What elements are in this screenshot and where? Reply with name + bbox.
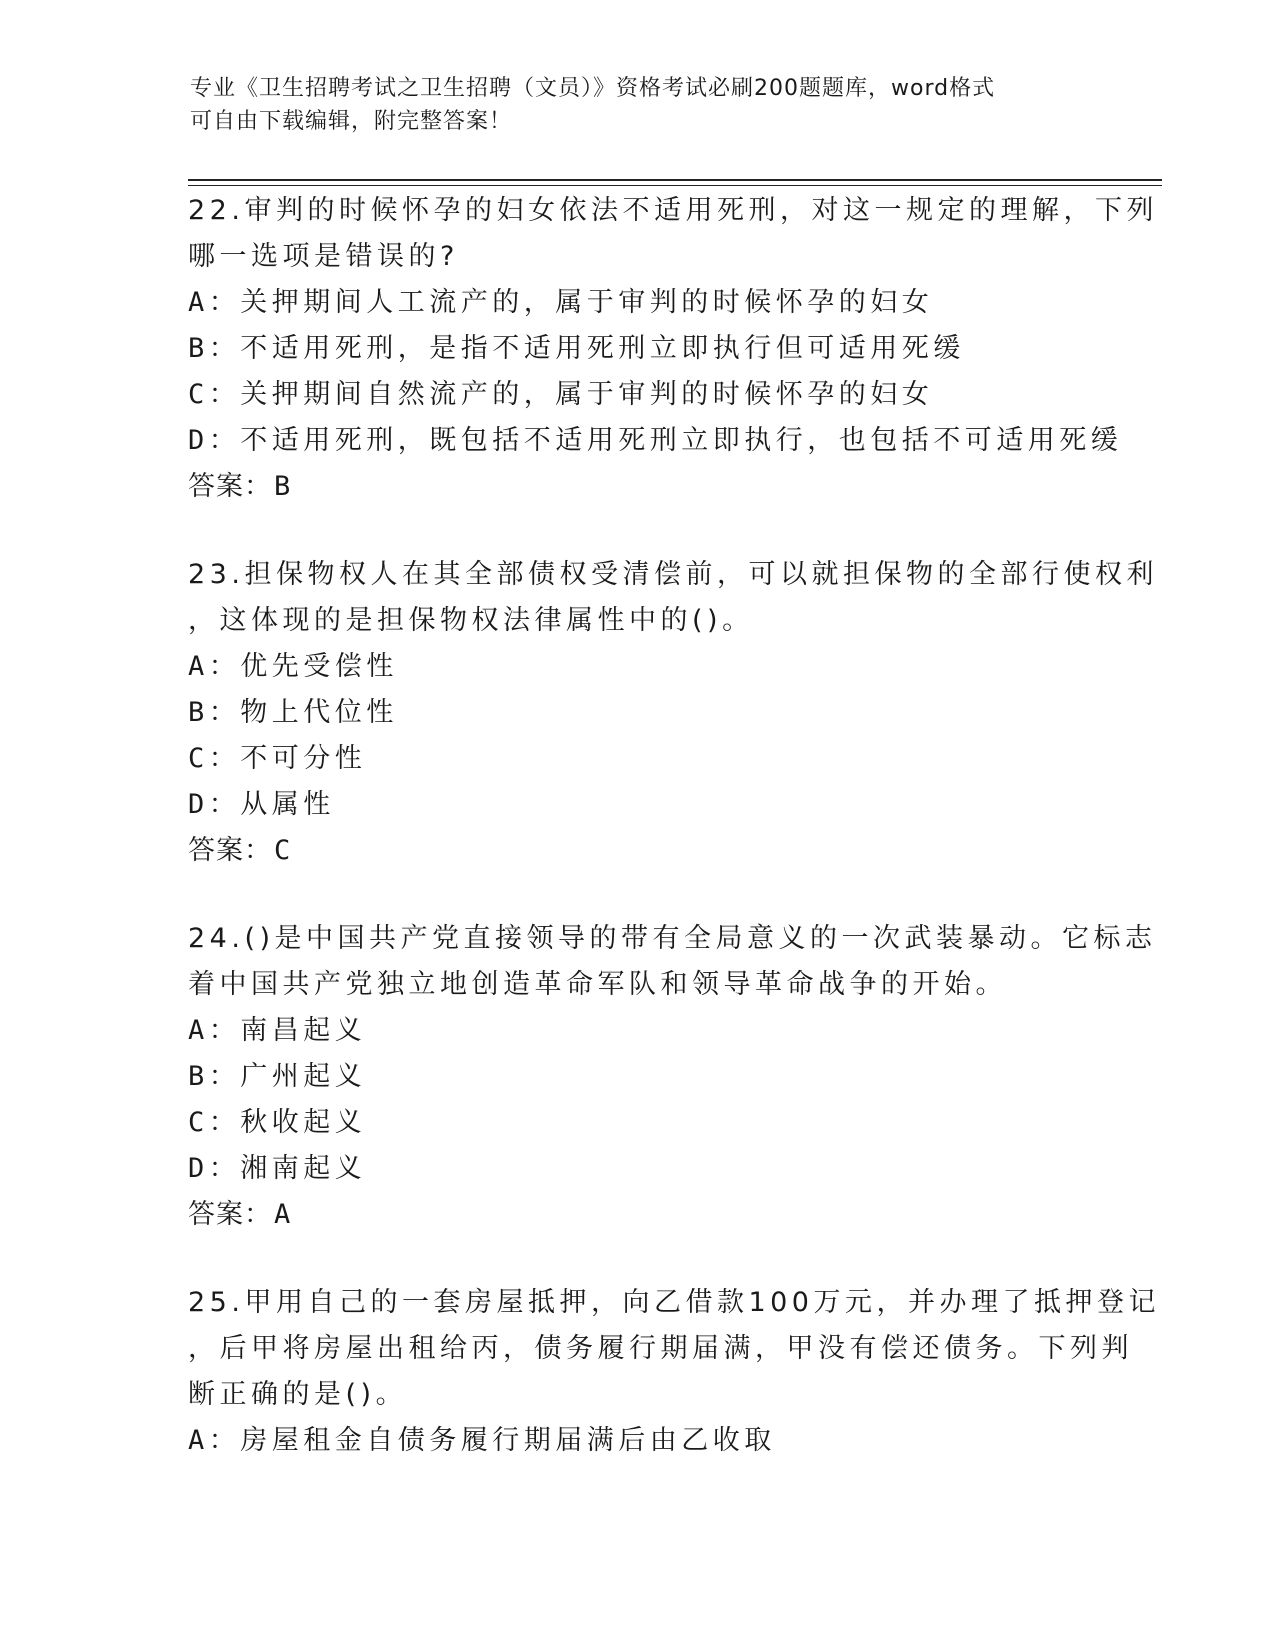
question-text-line: 23.担保物权人在其全部债权受清偿前，可以就担保物的全部行使权利 [188,559,1158,590]
answer-label: 答案： [188,1199,272,1230]
option-text: 不可分性 [240,743,367,774]
header-divider-thick [188,179,1162,181]
option-text: 优先受偿性 [240,651,398,682]
option-key: B： [188,1061,241,1092]
option-text: 秋收起义 [240,1107,367,1138]
question-text-line: ，这体现的是担保物权法律属性中的()。 [188,605,754,636]
document-header [190,72,1090,138]
option-a [188,280,1108,326]
option-text: 关押期间人工流产的，属于审判的时候怀孕的妇女 [240,287,934,318]
option-c [188,1100,1108,1146]
option-key: A： [188,287,241,318]
question-text-line: 24.()是中国共产党直接领导的带有全局意义的一次武装暴动。它标志 [188,923,1157,954]
option-key: B： [188,333,241,364]
option-key: C： [188,379,241,410]
question-23 [188,552,1158,874]
question-text-line: 着中国共产党独立地创造革命军队和领导革命战争的开始。 [188,969,1007,1000]
answer [188,464,1108,510]
question-text-line: 断正确的是()。 [188,1379,408,1410]
option-text: 从属性 [240,789,335,820]
option-text: 湘南起义 [240,1153,367,1184]
option-text: 南昌起义 [240,1015,367,1046]
question-24 [188,916,1157,1238]
option-text: 关押期间自然流产的，属于审判的时候怀孕的妇女 [240,379,934,410]
answer-value: C [274,835,292,866]
answer-value: B [274,471,292,502]
option-b [188,690,1108,736]
answer-value: A [274,1199,292,1230]
answer [188,828,1108,874]
option-key: A： [188,1425,241,1456]
option-key: A： [188,1015,241,1046]
answer-label: 答案： [188,835,272,866]
option-c [188,736,1108,782]
option-key: D： [188,425,241,456]
option-key: A： [188,651,241,682]
option-b [188,1054,1108,1100]
question-25 [188,1280,1160,1464]
option-a [188,644,1108,690]
question-list [188,188,1160,1506]
option-text: 房屋租金自债务履行期届满后由乙收取 [240,1425,776,1456]
option-text: 不适用死刑，是指不适用死刑立即执行但可适用死缓 [240,333,965,364]
question-22 [188,188,1158,510]
option-d [188,1146,1108,1192]
question-text-line: ，后甲将房屋出租给丙，债务履行期届满，甲没有偿还债务。下列判 [188,1333,1133,1364]
option-key: B： [188,697,241,728]
header-line-2: 可自由下载编辑，附完整答案！ [190,109,513,134]
option-key: D： [188,1153,241,1184]
answer-label: 答案： [188,471,272,502]
option-key: C： [188,743,241,774]
question-text-line: 22.审判的时候怀孕的妇女依法不适用死刑，对这一规定的理解，下列 [188,195,1158,226]
option-key: C： [188,1107,241,1138]
option-b [188,326,1108,372]
option-text: 不适用死刑，既包括不适用死刑立即执行，也包括不可适用死缓 [240,425,1123,456]
option-d [188,782,1108,828]
option-a [188,1008,1108,1054]
option-key: D： [188,789,241,820]
option-text: 物上代位性 [240,697,398,728]
question-text-line: 25.甲用自己的一套房屋抵押，向乙借款100万元，并办理了抵押登记 [188,1287,1160,1318]
question-text-line: 哪一选项是错误的? [188,241,459,272]
header-line-1: 专业《卫生招聘考试之卫生招聘（文员）》资格考试必刷200题题库，word格式 [190,76,996,101]
option-c [188,372,1108,418]
option-text: 广州起义 [240,1061,367,1092]
option-d [188,418,1123,464]
option-a [188,1418,1108,1464]
header-divider-thin [188,185,1162,186]
answer [188,1192,1108,1238]
